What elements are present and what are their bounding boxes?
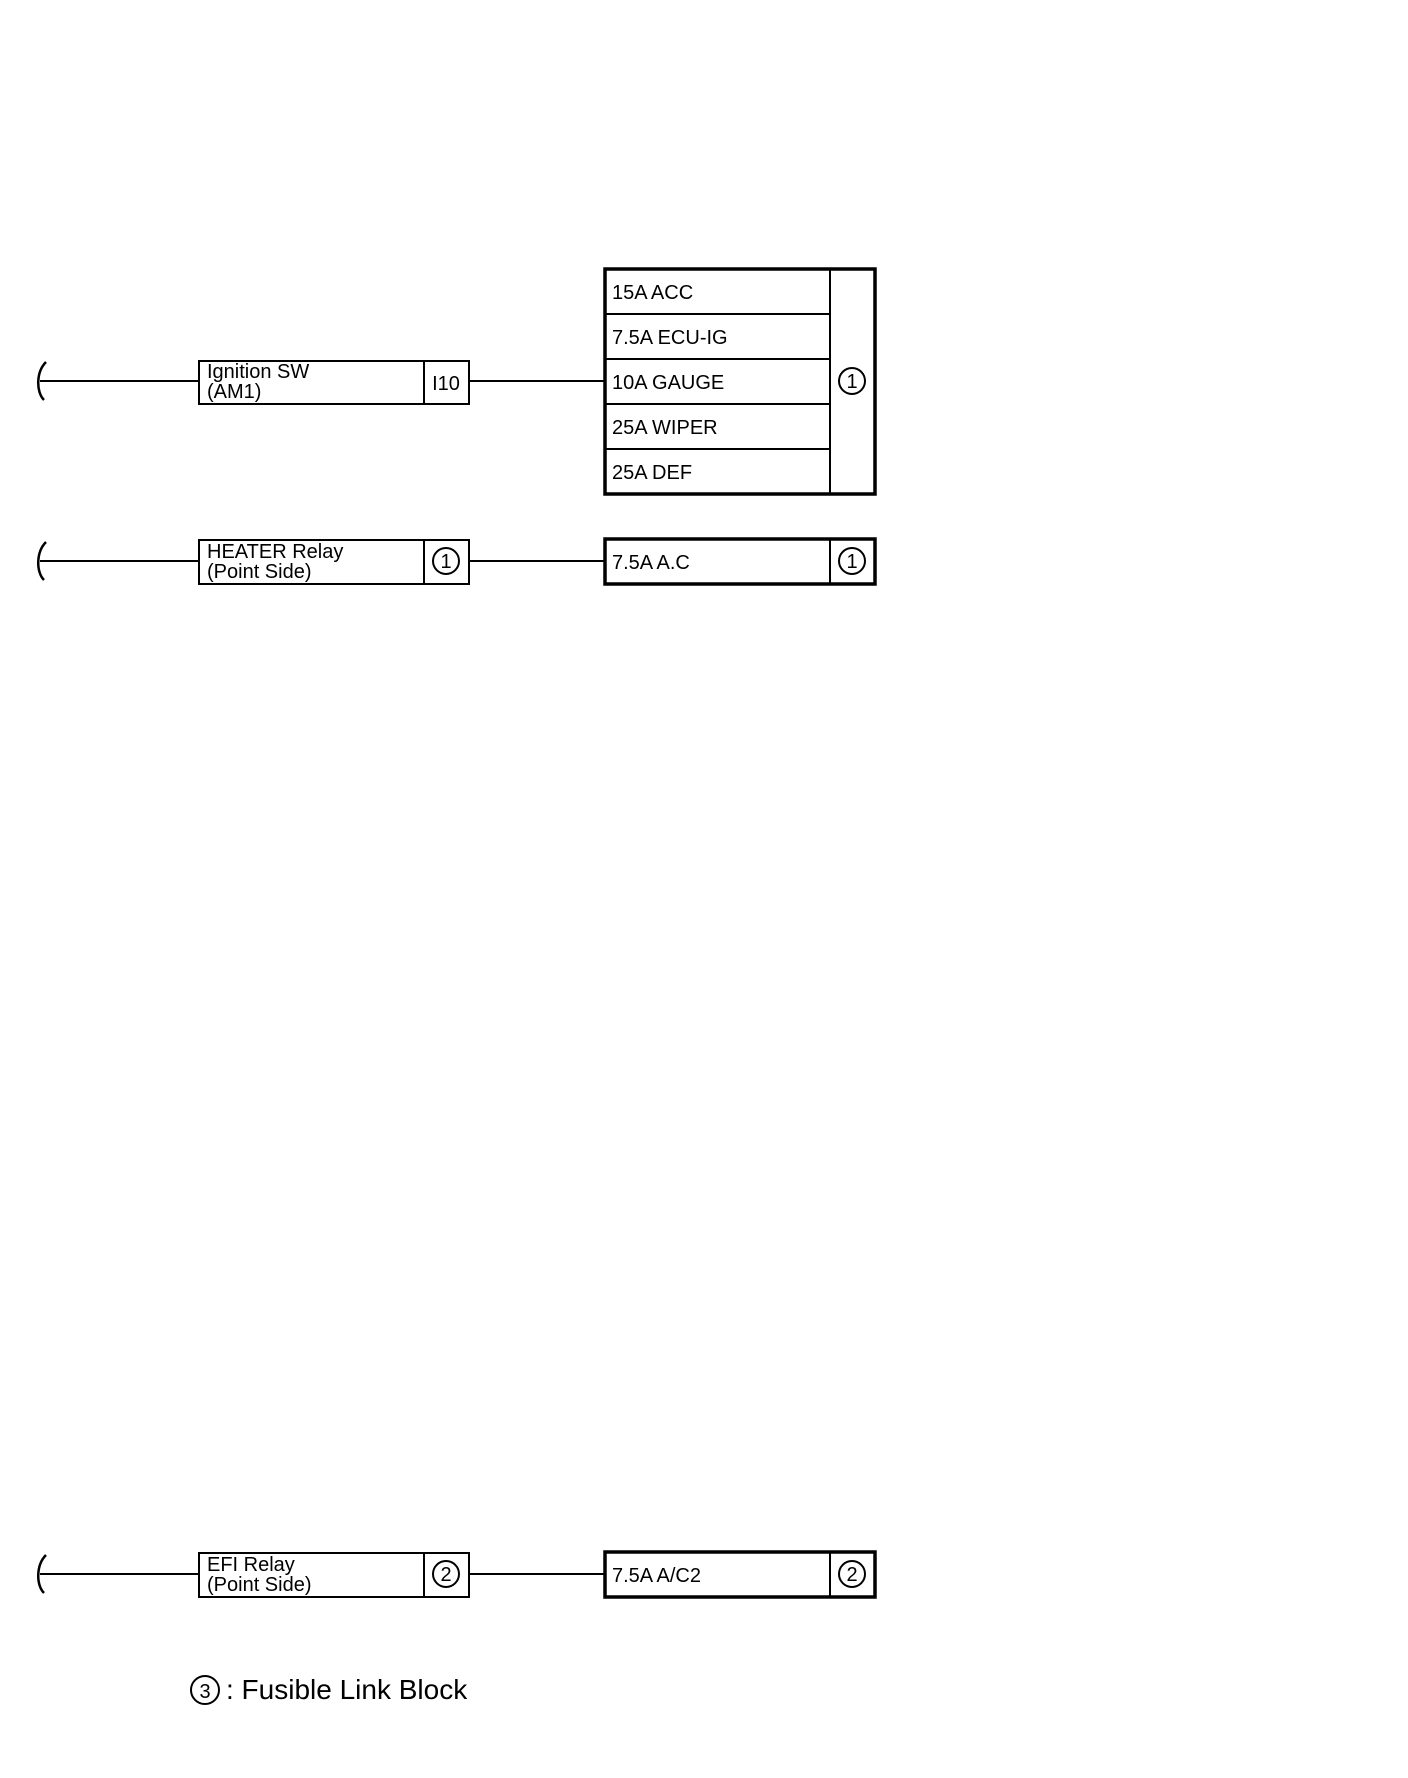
legend [191,1674,468,1705]
legend-number: 3 [199,1681,211,1703]
circuit-efi-relay [38,1552,875,1597]
source-label-line2: (Point Side) [207,1574,312,1596]
block-number: 1 [846,371,858,393]
connector-label: I10 [432,373,460,395]
source-label-line1: EFI Relay [207,1554,295,1576]
source-label-line1: HEATER Relay [207,541,344,563]
fuse-label: 7.5A A.C [612,552,690,574]
connector-label: 1 [440,551,452,573]
fuse-label: 25A DEF [612,462,693,484]
fuse-label: 25A WIPER [612,417,718,439]
connector-label: 2 [440,1564,452,1586]
fuse-label: 15A ACC [612,282,694,304]
circuit-ignition-sw [38,269,875,494]
fuse-label: 7.5A ECU-IG [612,327,728,349]
source-label-line2: (AM1) [207,381,262,403]
block-number: 1 [846,551,858,573]
source-label-line1: Ignition SW [207,361,310,383]
block-number: 2 [846,1564,858,1586]
source-label-line2: (Point Side) [207,561,312,583]
legend-text: : Fusible Link Block [226,1674,468,1705]
fuse-label: 10A GAUGE [612,372,725,394]
circuit-heater-relay [38,539,875,584]
fuse-label: 7.5A A/C2 [612,1565,701,1587]
